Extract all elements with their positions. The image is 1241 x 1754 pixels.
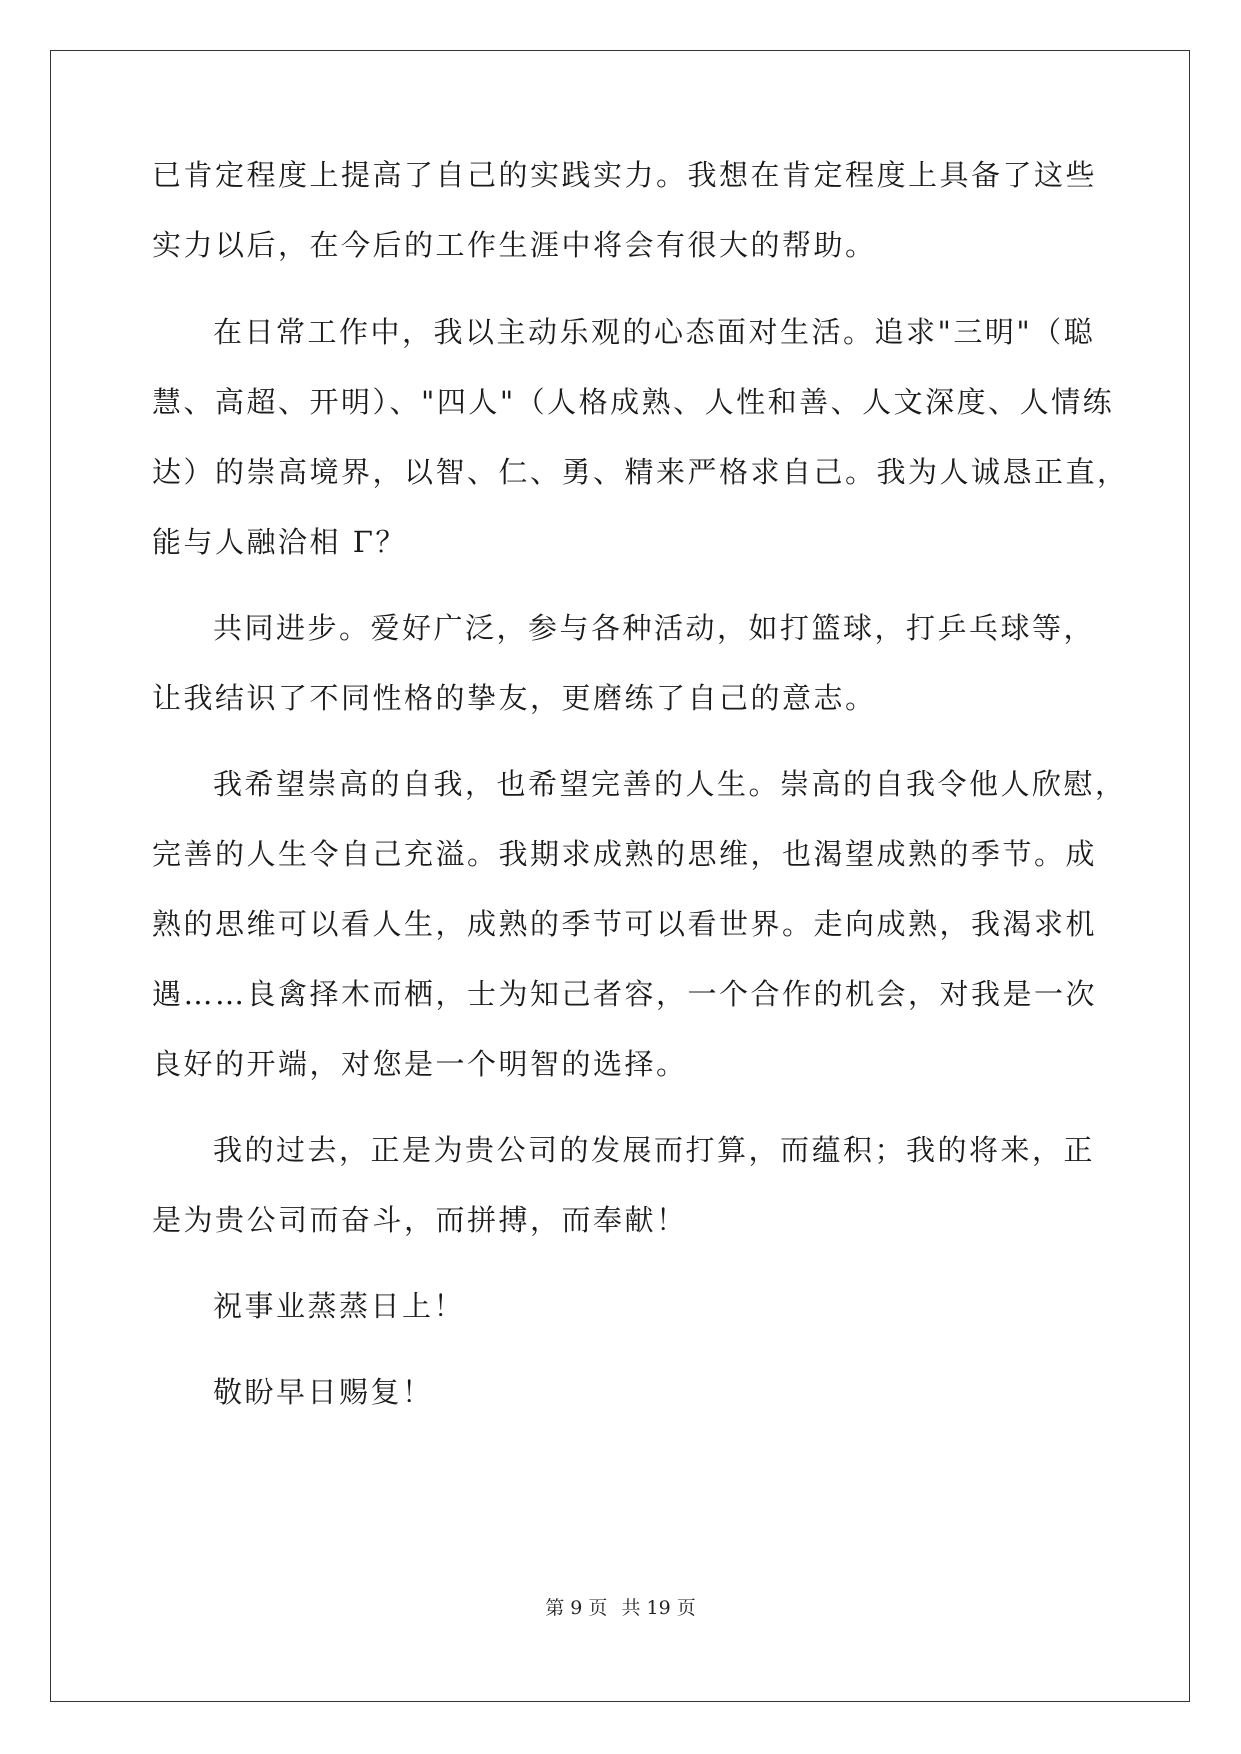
text-line: 我的过去，正是为贵公司的发展而打算，而蕴积；我的将来，正: [213, 1133, 1096, 1167]
page-number: 第 9 页: [545, 1597, 608, 1619]
text-line: 熟的思维可以看人生，成熟的季节可以看世界。走向成熟，我渴求机: [152, 907, 1098, 941]
text-line: 良好的开端，对您是一个明智的选择。: [152, 1047, 688, 1081]
text-line: 让我结识了不同性格的挚友，更磨练了自己的意志。: [152, 681, 877, 715]
text-line: 是为贵公司而奋斗，而拼搏，而奉献！: [152, 1203, 688, 1237]
page-frame: [50, 50, 1190, 1702]
text-line: 慧、高超、开明）、"四人"（人格成熟、人性和善、人文深度、人情练: [152, 385, 1115, 419]
text-line: 实力以后，在今后的工作生涯中将会有很大的帮助。: [152, 228, 877, 262]
text-line: 已肯定程度上提高了自己的实践实力。我想在肯定程度上具备了这些: [152, 158, 1098, 192]
text-line: 能与人融洽相 Γ？: [152, 525, 407, 559]
text-line: 祝事业蒸蒸日上！: [213, 1289, 466, 1323]
text-line: 达）的崇高境界，以智、仁、勇、精来严格求自己。我为人诚恳正直，: [152, 455, 1129, 489]
text-line: 敬盼早日赐复！: [213, 1375, 434, 1409]
text-line: 我希望崇高的自我，也希望完善的人生。崇高的自我令他人欣慰，: [213, 767, 1127, 801]
text-line: 在日常工作中，我以主动乐观的心态面对生活。追求"三明"（聪: [213, 315, 1096, 349]
text-line: 共同进步。爱好广泛，参与各种活动，如打篮球，打乒乓球等，: [213, 611, 1096, 645]
text-line: 遇……良禽择木而栖，士为知己者容，一个合作的机会，对我是一次: [152, 977, 1098, 1011]
page-total: 共 19 页: [621, 1597, 696, 1619]
text-line: 完善的人生令自己充溢。我期求成熟的思维，也渴望成熟的季节。成: [152, 837, 1098, 871]
page-footer: [0, 1596, 1241, 1620]
